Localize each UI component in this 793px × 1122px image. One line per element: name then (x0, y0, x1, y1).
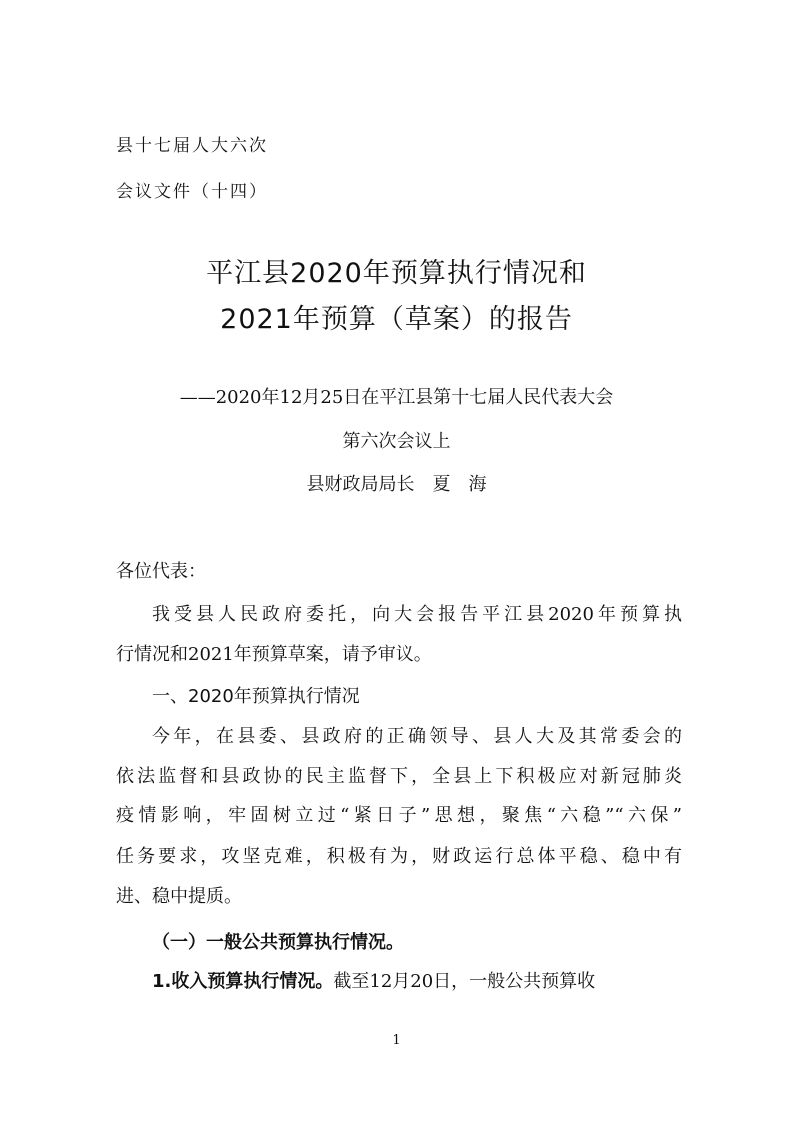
salutation: 各位代表： (116, 561, 206, 582)
paragraph-1-line-3: 疫情影响，牢固树立过“紧日子”思想，聚焦“六稳”“六保” (116, 805, 682, 826)
paragraph-1-line-2: 依法监督和县政协的民主监督下，全县上下积极应对新冠肺炎 (116, 766, 682, 787)
section-1-heading: 一、2020年预算执行情况 (152, 686, 360, 707)
subtitle-line-2: 第六次会议上 (342, 431, 451, 452)
doc-meta-line-1: 县十七届人大六次 (116, 136, 268, 156)
doc-meta-line-2: 会议文件（十四） (116, 182, 268, 202)
report-title-line-1: 平江县2020年预算执行情况和 (206, 258, 587, 289)
page-number: 1 (392, 1033, 401, 1048)
subtitle-line-1: ——2020年12月25日在平江县第十七届人民代表大会 (179, 387, 614, 408)
subsection-1-heading: （一）一般公共预算执行情况。 (152, 932, 404, 953)
intro-line-1: 我受县人民政府委托，向大会报告平江县2020年预算执 (152, 604, 682, 625)
report-title-line-2: 2021年预算（草案）的报告 (220, 304, 573, 335)
item-1-label: 1.收入预算执行情况。 (152, 971, 334, 992)
item-1-text: 截至12月20日，一般公共预算收 (333, 971, 596, 992)
paragraph-1-line-1: 今年，在县委、县政府的正确领导、县人大及其常委会的 (152, 726, 682, 747)
paragraph-1-line-4: 任务要求，攻坚克难，积极有为，财政运行总体平稳、稳中有 (116, 846, 682, 867)
intro-line-2: 行情况和2021年预算草案，请予审议。 (116, 644, 432, 665)
item-1-line (152, 967, 682, 993)
paragraph-1-line-5: 进、稳中提质。 (116, 886, 242, 907)
author-line: 县财政局局长 夏 海 (306, 474, 487, 495)
